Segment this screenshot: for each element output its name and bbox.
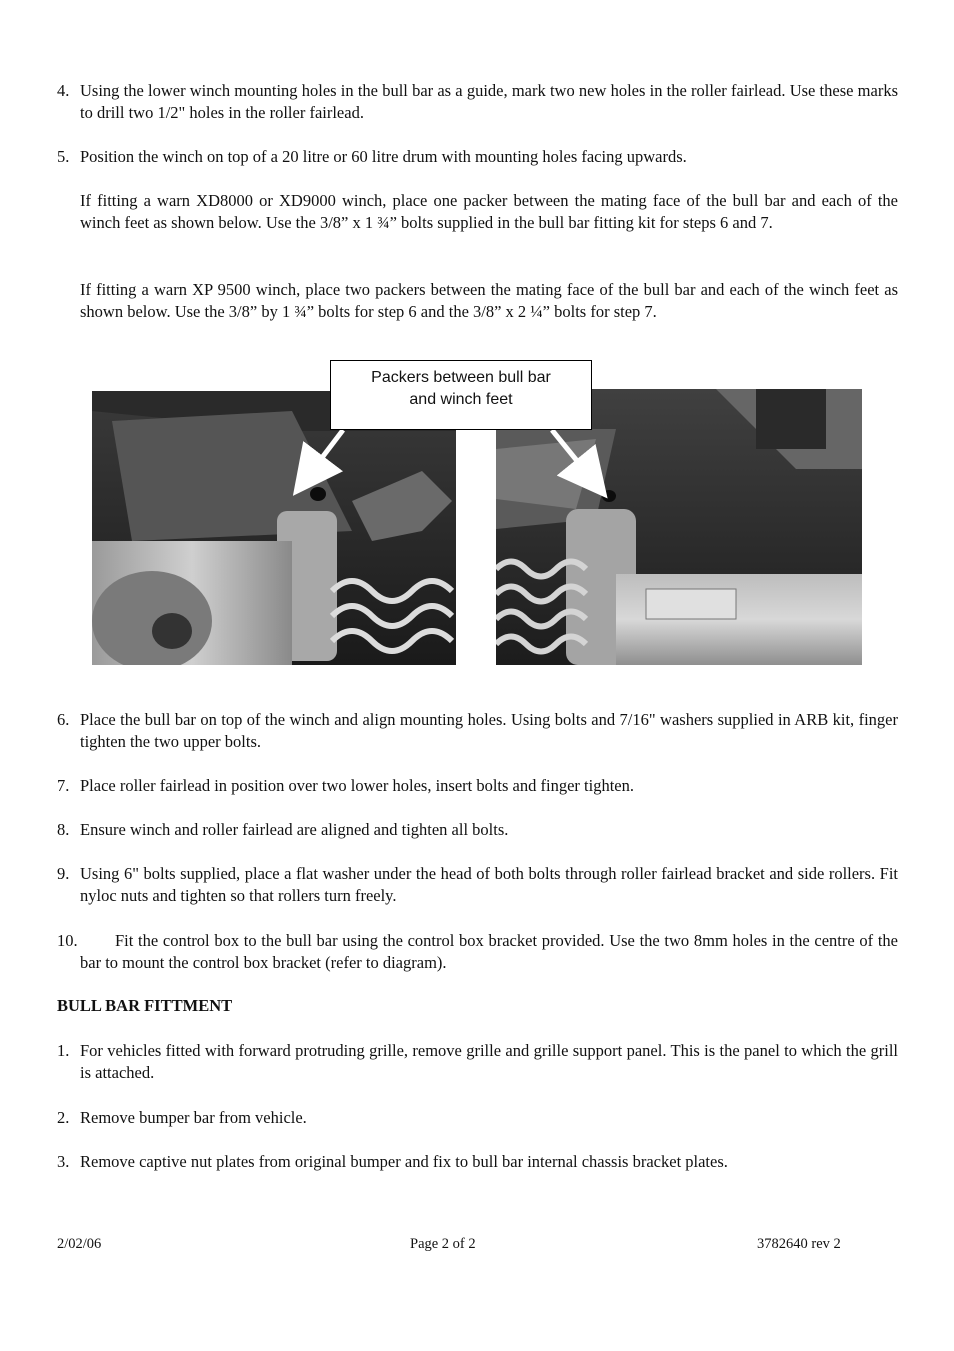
- step-number: 9.: [57, 864, 70, 883]
- step-text: Place the bull bar on top of the winch and align mounting holes. Using bolts and 7/16" washers supplied in ARB kit, finger tighten the two upper bolts.: [80, 710, 898, 751]
- step-5: [57, 146, 898, 168]
- step-number: 10.: [57, 931, 78, 950]
- step-text: Fit the control box to the bull bar using the control box bracket provided. Use the two 8mm holes in the centre of the bar to mount the control box bracket (refer to diagram).: [80, 931, 898, 972]
- step-text: Remove captive nut plates from original bumper and fix to bull bar internal chassis bracket plates.: [80, 1152, 728, 1171]
- step-number: 7.: [57, 776, 70, 795]
- step-text: Remove bumper bar from vehicle.: [80, 1108, 307, 1127]
- callout-line-1: Packers between bull bar: [371, 369, 551, 386]
- step-number: 4.: [57, 81, 70, 100]
- xp-winch-paragraph: If fitting a warn XP 9500 winch, place two packers between the mating face of the bull bar and each of the winch feet as shown below. Use the 3/8” by 1 ¾” bolts for step 6 and the 3/8” x 2 ¼” bolts for step 7.: [80, 280, 898, 321]
- footer-date: 2/02/06: [57, 1236, 102, 1252]
- step-number: 3.: [57, 1152, 70, 1171]
- fitment-step-2: [57, 1107, 898, 1129]
- step-text: Position the winch on top of a 20 litre or 60 litre drum with mounting holes facing upwards.: [80, 147, 687, 166]
- callout-box: [330, 360, 592, 430]
- footer-page-number: Page 2 of 2: [410, 1236, 476, 1252]
- step-text: For vehicles fitted with forward protruding grille, remove grille and grille support panel. This is the panel to which the grill is attached.: [80, 1041, 898, 1082]
- step-text: Using 6" bolts supplied, place a flat washer under the head of both bolts through roller fairlead bracket and side rollers. Fit nyloc nuts and tighten so that rollers turn freely.: [80, 864, 898, 905]
- step-10: [57, 930, 898, 974]
- section-heading: BULL BAR FITTMENT: [57, 996, 233, 1015]
- winch-photo-left: [92, 391, 456, 665]
- step-8: [57, 819, 898, 841]
- xd-winch-paragraph: If fitting a warn XD8000 or XD9000 winch, place one packer between the mating face of the bull bar and each of the winch feet as shown below. Use the 3/8” x 1 ¾” bolts supplied in the bull bar fitting kit for steps 6 and 7.: [80, 191, 898, 232]
- fitment-step-3: [57, 1151, 898, 1173]
- step-number: 5.: [57, 147, 70, 166]
- step-9: [57, 863, 898, 907]
- step-number: 6.: [57, 710, 70, 729]
- winch-photo-right: [496, 389, 862, 665]
- step-text: Place roller fairlead in position over two lower holes, insert bolts and finger tighten.: [80, 776, 634, 795]
- step-text: Ensure winch and roller fairlead are aligned and tighten all bolts.: [80, 820, 509, 839]
- footer-document-number: 3782640 rev 2: [757, 1236, 841, 1252]
- callout-line-2: and winch feet: [409, 391, 513, 408]
- step-number: 8.: [57, 820, 70, 839]
- step-6: [57, 709, 898, 753]
- step-4: [57, 80, 898, 124]
- step-text: Using the lower winch mounting holes in the bull bar as a guide, mark two new holes in the roller fairlead. Use these marks to drill two 1/2" holes in the roller fairlead.: [80, 81, 898, 122]
- step-number: 2.: [57, 1108, 70, 1127]
- step-7: [57, 775, 898, 797]
- step-number: 1.: [57, 1041, 70, 1060]
- fitment-step-1: [57, 1040, 898, 1084]
